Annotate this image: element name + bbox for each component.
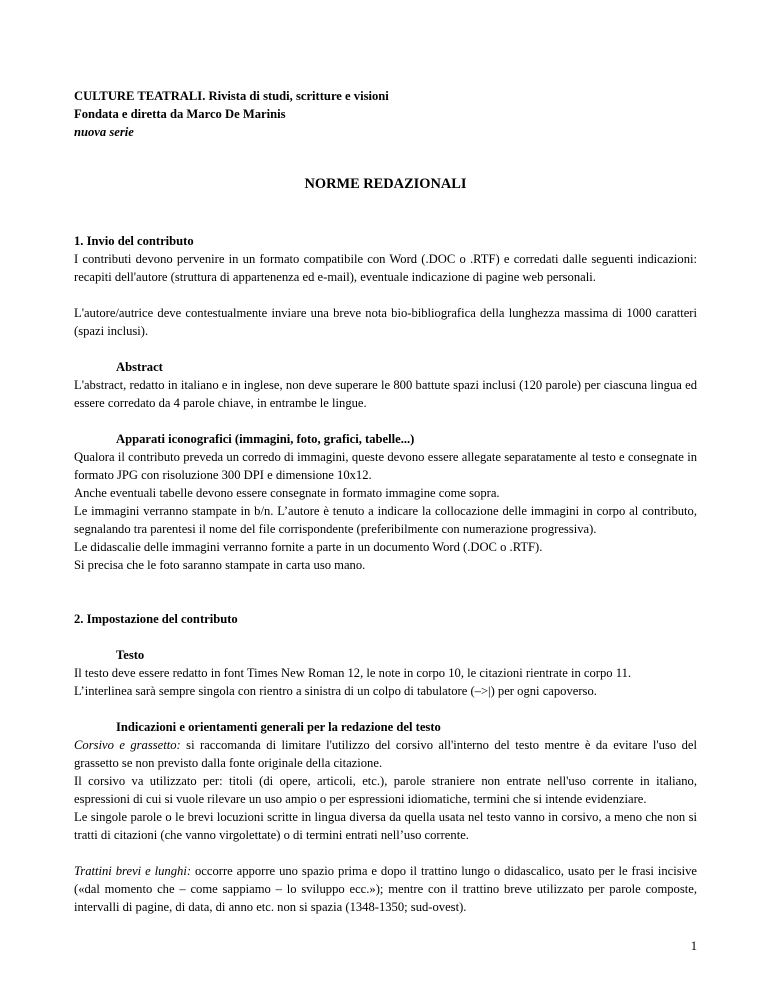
subheading-indicazioni: Indicazioni e orientamenti generali per la redazione del testo [116,720,441,734]
journal-title: CULTURE TEATRALI. Rivista di studi, scritture e visioni [74,89,389,103]
subheading-testo: Testo [116,648,145,662]
paragraph-corsivo-3: Le singole parole o le brevi locuzioni scritte in lingua diversa da quella usata nel testo vanno in corsivo, a meno che non si tratti di citazioni (che vanno virgolettate) o di termini entrati nell’uso corrente. [74,810,697,842]
corsivo-text: si raccomanda di limitare l'utilizzo del corsivo all'interno del testo mentre è da evitare l'uso del grassetto se non previsto dalla fonte originale della citazione. [74,738,697,770]
journal-header [74,87,697,141]
trattini-label: Trattini brevi e lunghi: [74,864,192,878]
paragraph-invio: I contributi devono pervenire in un formato compatibile con Word (.DOC o .RTF) e corredati dalle seguenti indicazioni: recapiti dell'autore (struttura di appartenenza ed e-mail), eventuale indicazione di pagine web personali. [74,252,697,284]
journal-series: nuova serie [74,125,134,139]
subheading-abstract: Abstract [116,360,163,374]
paragraph-abstract: L'abstract, redatto in italiano e in inglese, non deve superare le 800 battute spazi inclusi (120 parole) per ciascuna lingua ed essere corredato da 4 parole chiave, in entrambe le lingue. [74,378,697,410]
corsivo-label: Corsivo e grassetto: [74,738,181,752]
document-body [74,232,697,916]
paragraph-corsivo [74,736,697,772]
subheading-apparati: Apparati iconografici (immagini, foto, grafici, tabelle...) [116,432,415,446]
paragraph-trattini [74,862,697,916]
trattini-text: occorre apporre uno spazio prima e dopo il trattino lungo o didascalico, usato per le frasi incisive («dal momento che – come sappiamo – lo sviluppo ecc.»); mentre con il trattino breve utilizzato per parole composte, intervalli di pagine, di data, di anno etc. non si spazia (1348-1350; sud-ovest). [74,864,698,914]
paragraph-testo-1: Il testo deve essere redatto in font Times New Roman 12, le note in corpo 10, le citazioni rientrate in corpo 11. [74,666,632,680]
journal-founder: Fondata e diretta da Marco De Marinis [74,107,286,121]
document-title: NORME REDAZIONALI [304,176,467,192]
section-heading-invio: 1. Invio del contributo [74,234,194,248]
paragraph-apparati-5: Si precisa che le foto saranno stampate in carta uso mano. [74,558,366,572]
paragraph-apparati-2: Anche eventuali tabelle devono essere consegnate in formato immagine come sopra. [74,486,500,500]
paragraph-testo-2: L’interlinea sarà sempre singola con rientro a sinistra di un colpo di tabulatore (–>|) per ogni capoverso. [74,684,597,698]
paragraph-corsivo-2: Il corsivo va utilizzato per: titoli (di opere, articoli, etc.), parole straniere non entrate nell'uso corrente in italiano, espressioni di cui si vuole rilevare un uso ampio o per espressioni idiomatiche, termini che si intende evidenziare. [74,774,697,806]
paragraph-apparati-4: Le didascalie delle immagini verranno fornite a parte in un documento Word (.DOC o .RTF). [74,540,543,554]
paragraph-bio: L'autore/autrice deve contestualmente inviare una breve nota bio-bibliografica della lunghezza massima di 1000 caratteri (spazi inclusi). [74,306,697,338]
page-number: 1 [690,939,697,953]
paragraph-apparati-3: Le immagini verranno stampate in b/n. L’autore è tenuto a indicare la collocazione delle immagini in corpo al contributo, segnalando tra parentesi il nome del file corrispondente (preferibilmente con numerazione progressiva). [74,504,697,536]
section-heading-impostazione: 2. Impostazione del contributo [74,612,238,626]
paragraph-apparati-1: Qualora il contributo preveda un corredo di immagini, queste devono essere allegate separatamente al testo e consegnate in formato JPG con risoluzione 300 DPI e dimensione 10x12. [74,450,697,482]
